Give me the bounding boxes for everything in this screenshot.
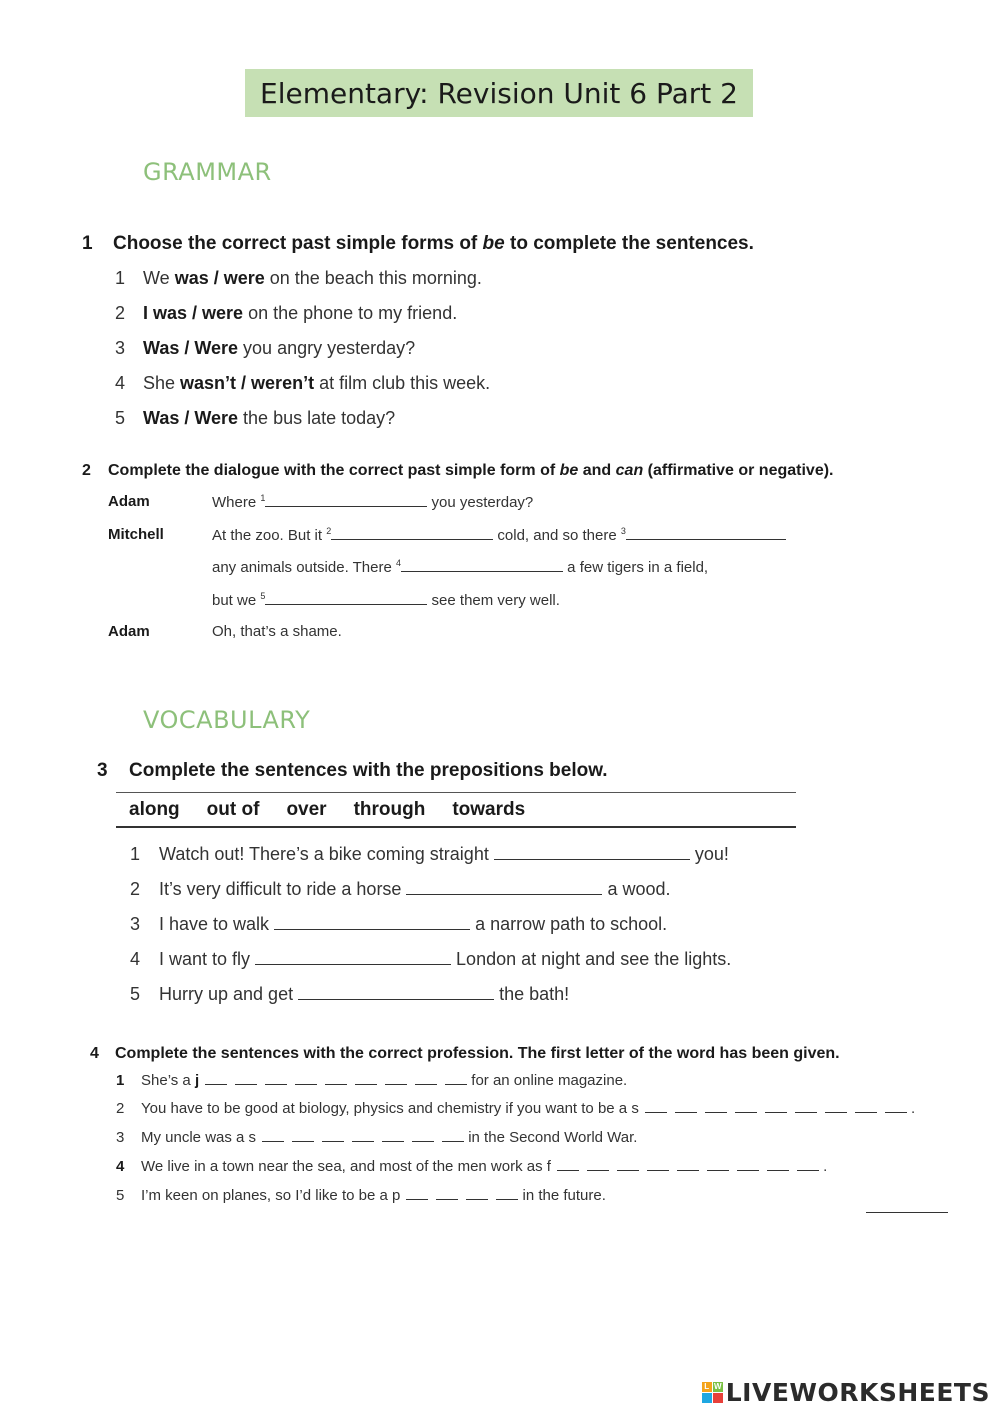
liveworksheets-logo bbox=[702, 1378, 990, 1407]
choice-options[interactable]: Was / Were bbox=[143, 408, 239, 428]
ex4-item-2: 2 You have to be good at biology, physics and chemistry if you want to be a s . bbox=[116, 1100, 916, 1117]
choice-options[interactable]: Was / Were bbox=[143, 338, 239, 358]
ex3-item-3: 3 I have to walk a narrow path to school. bbox=[130, 914, 668, 934]
worksheet-title: Elementary: Revision Unit 6 Part 2 bbox=[245, 69, 753, 117]
ex1-item-5: 5 Was / Were the bus late today? bbox=[115, 408, 396, 428]
choice-options[interactable]: I was / were bbox=[143, 303, 244, 323]
ex2-number: 2 bbox=[82, 462, 91, 479]
choice-options[interactable]: was / were bbox=[174, 268, 265, 288]
answer-blank[interactable] bbox=[298, 998, 494, 1000]
dialogue-line-5: Oh, that’s a shame. bbox=[212, 623, 342, 640]
ex2-instruction: 2 Complete the dialogue with the correct past simple form of be and can (affirmative or negative). bbox=[82, 462, 834, 479]
logo-icon bbox=[702, 1382, 723, 1403]
answer-blank-3[interactable] bbox=[626, 538, 786, 540]
ex1-item-1: 1 We was / were on the beach this morning. bbox=[115, 268, 482, 288]
answer-blank-1[interactable] bbox=[265, 505, 427, 507]
speaker-adam-2: Adam bbox=[108, 623, 150, 640]
word-bank bbox=[116, 792, 796, 828]
dialogue-line-2: At the zoo. But it $^2$ cold, and so there $^3$ bbox=[212, 526, 786, 544]
answer-blank-4[interactable] bbox=[401, 570, 563, 572]
speaker-adam: Adam bbox=[108, 493, 150, 510]
letter-blanks[interactable] bbox=[406, 1187, 518, 1204]
answer-blank[interactable] bbox=[274, 928, 470, 930]
section-grammar: GRAMMAR bbox=[143, 158, 272, 186]
answer-blank[interactable] bbox=[406, 893, 602, 895]
letter-blanks[interactable] bbox=[557, 1158, 819, 1175]
ex3-item-4: 4 I want to fly London at night and see the lights. bbox=[130, 949, 732, 969]
ex3-instruction: 3 Complete the sentences with the prepositions below. bbox=[97, 760, 608, 781]
section-vocabulary: VOCABULARY bbox=[143, 706, 311, 734]
ex3-item-2: 2 It’s very difficult to ride a horse a wood. bbox=[130, 879, 671, 899]
answer-blank-5[interactable] bbox=[265, 603, 427, 605]
letter-blanks[interactable] bbox=[262, 1129, 464, 1146]
dialogue-line-3: any animals outside. There $^4$ a few tigers in a field, bbox=[212, 558, 709, 576]
letter-blanks[interactable] bbox=[645, 1100, 907, 1117]
letter-blanks[interactable] bbox=[205, 1072, 467, 1089]
ex3-item-1: 1 Watch out! There’s a bike coming straight you! bbox=[130, 844, 729, 864]
ex3-number: 3 bbox=[97, 760, 108, 781]
ex1-item-4: 4 She wasn’t / weren’t at film club this week. bbox=[115, 373, 491, 393]
logo-cell-w: W bbox=[713, 1382, 722, 1391]
ex1-item-3: 3 Was / Were you angry yesterday? bbox=[115, 338, 416, 358]
word-out-of: out of bbox=[206, 798, 260, 820]
answer-blank-2[interactable] bbox=[331, 538, 493, 540]
dialogue-line-4: but we $^5$ see them very well. bbox=[212, 591, 560, 609]
score-line bbox=[866, 1212, 948, 1213]
answer-blank[interactable] bbox=[255, 963, 451, 965]
ex1-item-2: 2 I was / were on the phone to my friend. bbox=[115, 303, 458, 323]
word-through: through bbox=[353, 798, 426, 820]
ex4-item-5: 5 I’m keen on planes, so I’d like to be a p in the future. bbox=[116, 1187, 606, 1204]
logo-text: LIVEWORKSHEETS bbox=[725, 1378, 990, 1407]
ex1-number: 1 bbox=[82, 233, 93, 254]
ex4-item-4: 4 We live in a town near the sea, and most of the men work as f . bbox=[116, 1158, 828, 1175]
ex4-number: 4 bbox=[90, 1045, 99, 1062]
word-along: along bbox=[129, 798, 180, 820]
word-towards: towards bbox=[452, 798, 526, 820]
word-over: over bbox=[286, 798, 327, 820]
ex4-item-1: 1 She’s a j for an online magazine. bbox=[116, 1072, 628, 1089]
answer-blank[interactable] bbox=[494, 858, 690, 860]
choice-options[interactable]: wasn’t / weren’t bbox=[180, 373, 315, 393]
speaker-mitchell: Mitchell bbox=[108, 526, 164, 543]
logo-cell-4 bbox=[713, 1393, 723, 1403]
dialogue-line-1: Where $^1$ you yesterday? bbox=[212, 493, 534, 511]
ex1-instruction: 1 Choose the correct past simple forms of be to complete the sentences. bbox=[82, 233, 754, 254]
ex4-instruction: 4 Complete the sentences with the correct profession. The first letter of the word has been given. bbox=[90, 1045, 840, 1062]
ex4-item-3: 3 My uncle was a s in the Second World War. bbox=[116, 1129, 638, 1146]
logo-cell-l: L bbox=[702, 1382, 712, 1392]
logo-cell-3 bbox=[702, 1393, 712, 1403]
ex3-item-5: 5 Hurry up and get the bath! bbox=[130, 984, 570, 1004]
